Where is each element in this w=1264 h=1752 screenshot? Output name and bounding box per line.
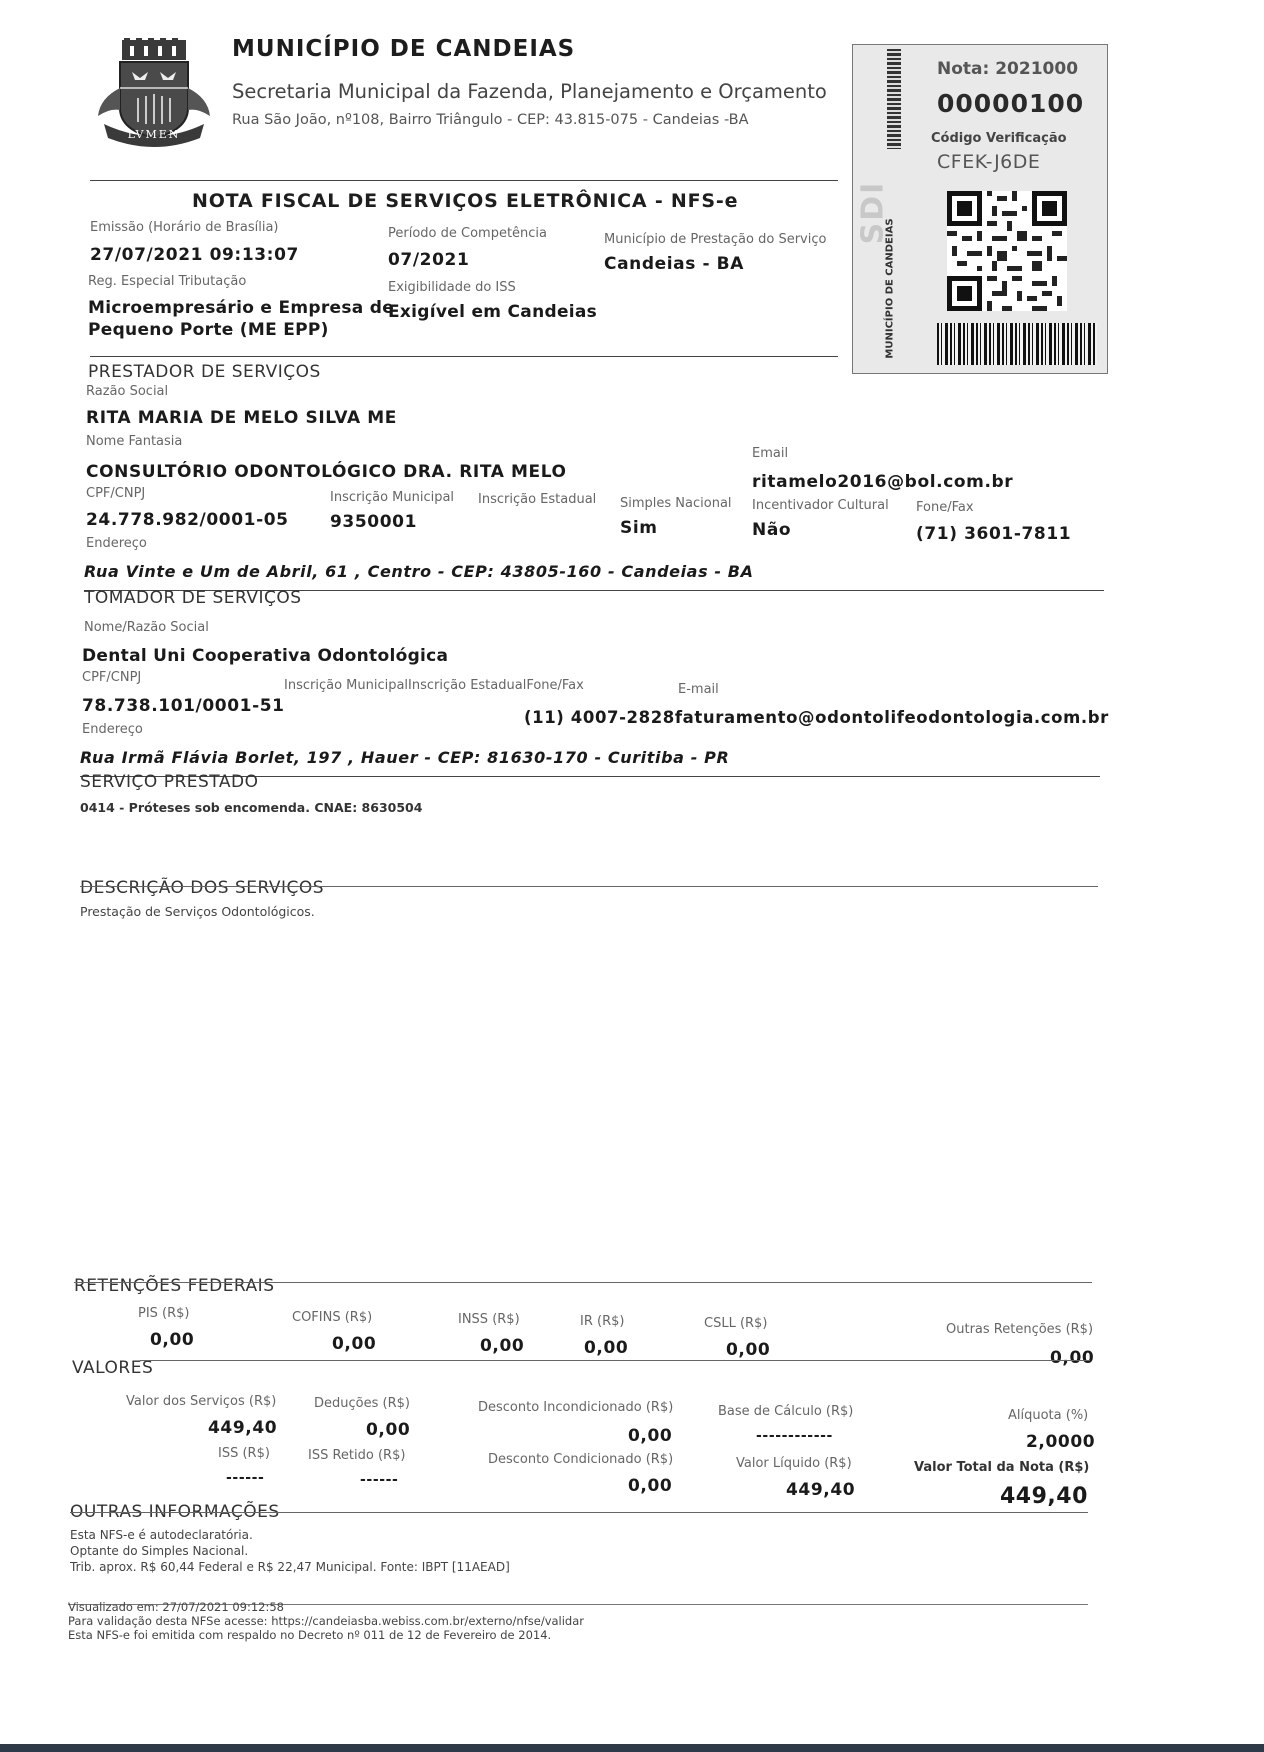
inss-value: 0,00 [480, 1336, 525, 1356]
aliquota-value: 2,0000 [1026, 1432, 1096, 1452]
servicos-value: 449,40 [208, 1418, 278, 1438]
descricao-value: Prestação de Serviços Odontológicos. [80, 904, 315, 919]
outras-ret-label: Outras Retenções (R$) [946, 1322, 1094, 1337]
desc-incond-value: 0,00 [628, 1426, 673, 1446]
csll-label: CSLL (R$) [704, 1316, 768, 1331]
periodo-value: 07/2021 [388, 250, 470, 270]
emissao-value: 27/07/2021 09:13:07 [90, 245, 299, 265]
qr-code [947, 191, 1067, 311]
liquido-value: 449,40 [786, 1480, 856, 1500]
verification-stamp [852, 44, 1108, 374]
tomador-endereco-value: Rua Irmã Flávia Borlet, 197 , Hauer - CEP: 81630-170 - Curitiba - PR [80, 748, 730, 767]
outras-line3: Trib. aprox. R$ 60,44 Federal e R$ 22,47 Municipal. Fonte: IBPT [11AEAD] [70, 1560, 510, 1574]
tomador-nome-value: Dental Uni Cooperativa Odontológica [82, 646, 449, 666]
watermark-text: SDI [855, 180, 891, 245]
servicos-label: Valor dos Serviços (R$) [126, 1394, 277, 1409]
scan-bottom-band [0, 1744, 1264, 1752]
aliquota-label: Alíquota (%) [1008, 1408, 1089, 1423]
outras-rule [70, 1512, 1088, 1513]
email-value: ritamelo2016@bol.com.br [752, 472, 1014, 492]
ir-label: IR (R$) [580, 1314, 625, 1329]
reg-label: Reg. Especial Tributação [88, 274, 247, 289]
desc-cond-label: Desconto Condicionado (R$) [488, 1452, 674, 1467]
secretariat-name: Secretaria Municipal da Fazenda, Planejamento e Orçamento [232, 80, 827, 103]
cpf-label: CPF/CNPJ [86, 486, 146, 501]
periodo-label: Período de Competência [388, 226, 548, 241]
tomador-fone-email-value: (11) 4007-2828faturamento@odontolifeodontologia.com.br [524, 708, 1109, 727]
outras-line1: Esta NFS-e é autodeclaratória. [70, 1528, 253, 1542]
desc-cond-value: 0,00 [628, 1476, 673, 1496]
endereco-value: Rua Vinte e Um de Abril, 61 , Centro - CEP: 43805-160 - Candeias - BA [84, 562, 754, 581]
simples-label: Simples Nacional [620, 496, 732, 511]
descricao-section-title: DESCRIÇÃO DOS SERVIÇOS [80, 878, 325, 898]
barcode [937, 323, 1097, 365]
tomador-inscricoes-label: Inscrição MunicipalInscrição EstadualFone/Fax [284, 678, 584, 693]
codigo-label: Código Verificação [931, 131, 1067, 146]
document-title: NOTA FISCAL DE SERVIÇOS ELETRÔNICA - NFS-e [192, 190, 739, 212]
email-label: Email [752, 446, 789, 461]
cofins-label: COFINS (R$) [292, 1310, 373, 1325]
reg-value-line1: Microempresário e Empresa de [88, 298, 395, 318]
endereco-label: Endereço [86, 536, 147, 551]
incentivador-label: Incentivador Cultural [752, 498, 889, 513]
municipality-name: MUNICÍPIO DE CANDEIAS [232, 36, 576, 62]
iss-retido-value: ------ [360, 1472, 399, 1488]
ie-label: Inscrição Estadual [478, 492, 597, 507]
stamp-side-text: MUNICÍPIO DE CANDEIAS [884, 218, 896, 359]
footer-line2: Para validação desta NFSe acesse: https://candeiasba.webiss.com.br/externo/nfse/validar [68, 1614, 585, 1628]
liquido-label: Valor Líquido (R$) [736, 1456, 852, 1471]
iss-value: ------ [226, 1470, 265, 1486]
tomador-email-label: E-mail [678, 682, 719, 697]
retencoes-rule [74, 1282, 1092, 1283]
cpf-value: 24.778.982/0001-05 [86, 510, 289, 530]
tomador-nome-label: Nome/Razão Social [84, 620, 209, 635]
base-value: ------------ [756, 1428, 833, 1444]
footer-line3: Esta NFS-e foi emitida com respaldo no Decreto nº 011 de 12 de Fevereiro de 2014. [68, 1628, 552, 1642]
inss-label: INSS (R$) [458, 1312, 520, 1327]
pis-value: 0,00 [150, 1330, 195, 1350]
total-label: Valor Total da Nota (R$) [914, 1460, 1090, 1475]
iss-label: ISS (R$) [218, 1446, 270, 1461]
municipal-crest [96, 38, 212, 150]
emissao-label: Emissão (Horário de Brasília) [90, 220, 279, 235]
title-top-rule [90, 180, 838, 181]
pis-label: PIS (R$) [138, 1306, 190, 1321]
razao-value: RITA MARIA DE MELO SILVA ME [86, 408, 397, 428]
fantasia-label: Nome Fantasia [86, 434, 183, 449]
nota-number: 00000100 [937, 89, 1085, 118]
footer-line1: Visualizado em: 27/07/2021 09:12:58 [68, 1600, 284, 1614]
tomador-section-title: TOMADOR DE SERVIÇOS [84, 588, 302, 608]
municipio-value: Candeias - BA [604, 254, 744, 274]
nota-label: Nota: 2021000 [937, 59, 1079, 79]
servico-section-title: SERVIÇO PRESTADO [80, 772, 259, 792]
descricao-rule [80, 886, 1098, 887]
desc-incond-label: Desconto Incondicionado (R$) [478, 1400, 674, 1415]
crest-motto: LVMEN [127, 128, 181, 141]
outras-line2: Optante do Simples Nacional. [70, 1544, 249, 1558]
razao-label: Razão Social [86, 384, 169, 399]
im-value: 9350001 [330, 512, 418, 532]
outras-section-title: OUTRAS INFORMAÇÕES [70, 1502, 280, 1522]
incentivador-value: Não [752, 520, 792, 540]
deducoes-label: Deduções (R$) [314, 1396, 410, 1411]
total-value: 449,40 [1000, 1484, 1088, 1509]
tomador-cpf-label: CPF/CNPJ [82, 670, 142, 685]
exig-value: Exigível em Candeias [388, 302, 598, 322]
base-label: Base de Cálculo (R$) [718, 1404, 854, 1419]
im-label: Inscrição Municipal [330, 490, 455, 505]
tomador-cpf-value: 78.738.101/0001-51 [82, 696, 285, 716]
simples-value: Sim [620, 518, 658, 538]
vertical-barcode [887, 49, 901, 149]
deducoes-value: 0,00 [366, 1420, 411, 1440]
exig-label: Exigibilidade do ISS [388, 280, 516, 295]
fantasia-value: CONSULTÓRIO ODONTOLÓGICO DRA. RITA MELO [86, 462, 567, 482]
emission-bottom-rule [90, 356, 838, 357]
cofins-value: 0,00 [332, 1334, 377, 1354]
iss-retido-label: ISS Retido (R$) [308, 1448, 406, 1463]
reg-value-line2: Pequeno Porte (ME EPP) [88, 320, 329, 340]
tomador-endereco-label: Endereço [82, 722, 143, 737]
servico-value: 0414 - Próteses sob encomenda. CNAE: 8630504 [80, 800, 423, 815]
ir-value: 0,00 [584, 1338, 629, 1358]
fone-label: Fone/Fax [916, 500, 974, 515]
valores-section-title: VALORES [72, 1358, 154, 1378]
municipio-label: Município de Prestação do Serviço [604, 232, 827, 247]
codigo-value: CFEK-J6DE [937, 151, 1041, 173]
municipality-address: Rua São João, nº108, Bairro Triângulo - CEP: 43.815-075 - Candeias -BA [232, 112, 749, 128]
csll-value: 0,00 [726, 1340, 771, 1360]
valores-rule [140, 1360, 1090, 1361]
prestador-section-title: PRESTADOR DE SERVIÇOS [88, 362, 321, 382]
retencoes-section-title: RETENÇÕES FEDERAIS [74, 1276, 275, 1296]
outras-ret-value: 0,00 [1050, 1348, 1095, 1368]
fone-value: (71) 3601-7811 [916, 524, 1072, 544]
